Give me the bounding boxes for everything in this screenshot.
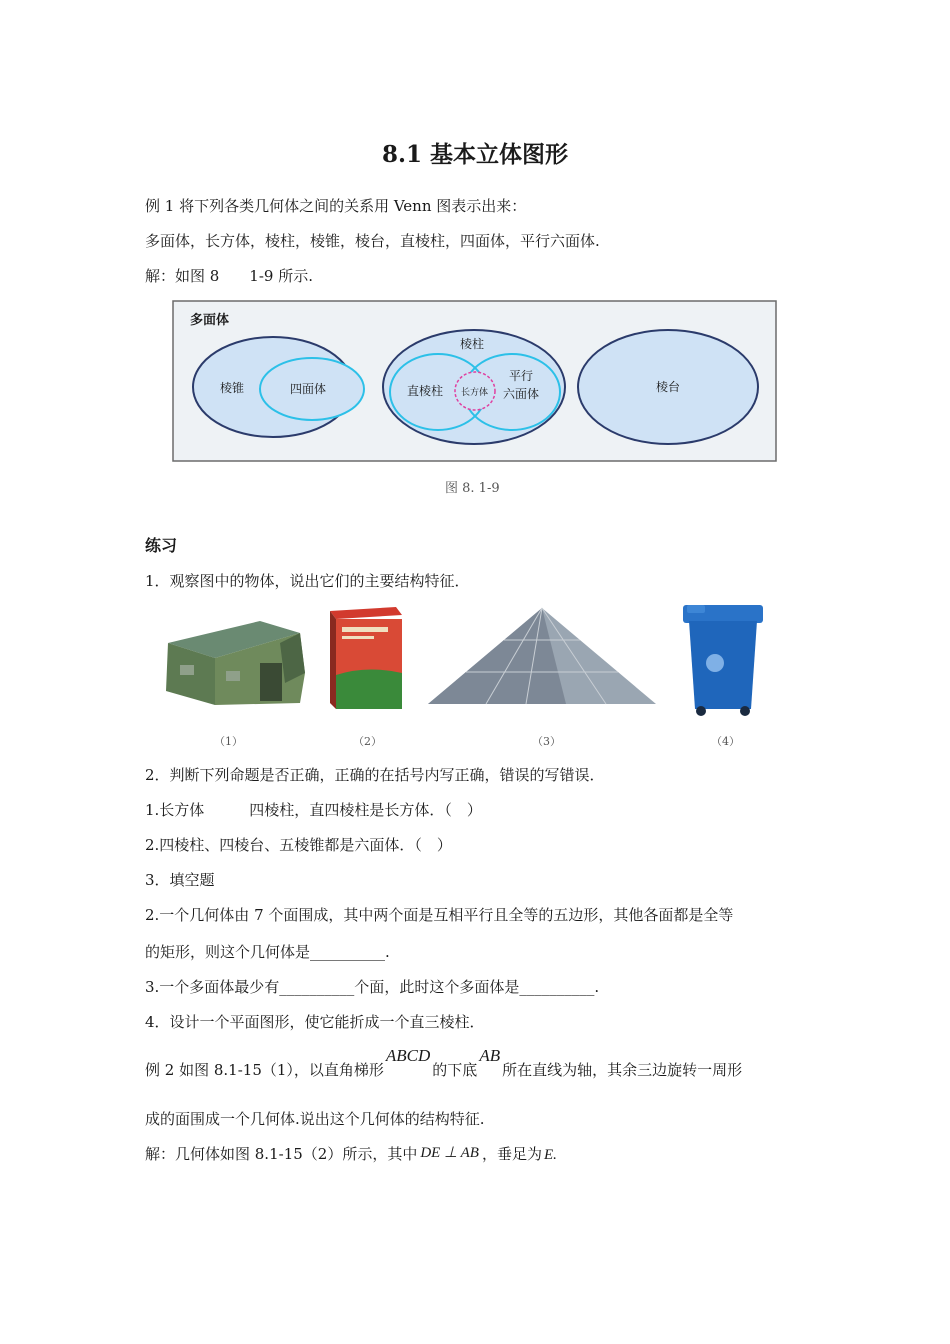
book-box-image	[326, 605, 404, 713]
venn-outer-label: 多面体	[190, 313, 230, 328]
glass-pyramid-image	[426, 606, 658, 708]
trash-bin-image	[681, 603, 765, 717]
example2-solution	[145, 1144, 557, 1165]
example2-line1	[145, 1046, 743, 1080]
exercise-heading: 练习	[145, 536, 178, 555]
venn-parallel-label: 平行	[509, 369, 534, 383]
venn-caption: 图 8. 1-9	[445, 481, 500, 496]
example2-part2: 的下底	[432, 1061, 478, 1079]
example1-solution: 解：如图 8 1-9 所示.	[145, 267, 314, 285]
image-caption-1: （1）	[214, 735, 243, 748]
exercise-q2-2: 2.四棱柱、四棱台、五棱锥都是六面体．（ ）	[145, 836, 452, 854]
exercise-q2-1: 1.长方体 四棱柱，直四棱柱是长方体．（ ）	[145, 801, 482, 819]
exercise-q3-2b: 的矩形，则这个几何体是__________.	[145, 943, 390, 961]
exercise-q3-3: 3.一个多面体最少有__________个面，此时这个多面体是__________.	[145, 978, 600, 996]
image-caption-2: （2）	[353, 735, 382, 748]
image-caption-3: （3）	[532, 735, 561, 748]
venn-pyramid-label: 棱锥	[220, 381, 245, 395]
venn-diagram	[172, 300, 777, 462]
example2-sol-math: DE ⊥ AB	[420, 1145, 479, 1161]
venn-tetrahedron-label: 四面体	[290, 382, 327, 396]
example2-abcd: ABCD	[385, 1046, 431, 1065]
tent-image	[160, 603, 310, 711]
venn-frustum-label: 棱台	[656, 380, 681, 394]
example1-line2: 多面体，长方体，棱柱，棱锥，棱台，直棱柱，四面体，平行六面体.	[145, 232, 600, 250]
exercise-q3: 3．填空题	[145, 871, 215, 889]
example2-sol-part2: ，垂足为	[481, 1145, 542, 1163]
example2-ab: AB	[479, 1046, 501, 1065]
venn-hexahedron-label: 六面体	[503, 387, 540, 401]
image-caption-4: （4）	[711, 735, 740, 748]
exercise-q3-2a: 2.一个几何体由 7 个面围成，其中两个面是互相平行且全等的五边形，其他各面都是全等	[145, 906, 734, 924]
venn-right-prism-label: 直棱柱	[407, 384, 444, 398]
example2-part1: 例 2 如图 8.1-15（1），以直角梯形	[145, 1061, 384, 1079]
page-title: 8.1 基本立体图形	[381, 141, 569, 168]
example2-part3: 所在直线为轴，其余三边旋转一周形	[502, 1061, 743, 1079]
exercise-q1: 1．观察图中的物体，说出它们的主要结构特征．	[145, 572, 470, 590]
venn-cuboid-label: 长方体	[461, 388, 489, 398]
example2-sol-e: E.	[543, 1147, 557, 1163]
venn-prism-label: 棱柱	[460, 337, 485, 351]
example2-line2: 成的面围成一个几何体.说出这个几何体的结构特征.	[145, 1110, 485, 1128]
example1-line1: 例 1 将下列各类几何体之间的关系用 Venn 图表示出来：	[145, 197, 527, 215]
exercise-q2: 2．判断下列命题是否正确，正确的在括号内写正确，错误的写错误．	[145, 766, 605, 784]
exercise-q4: 4．设计一个平面图形，使它能折成一个直三棱柱．	[145, 1013, 485, 1031]
example2-sol-part1: 解：几何体如图 8.1-15（2）所示，其中	[145, 1145, 418, 1163]
